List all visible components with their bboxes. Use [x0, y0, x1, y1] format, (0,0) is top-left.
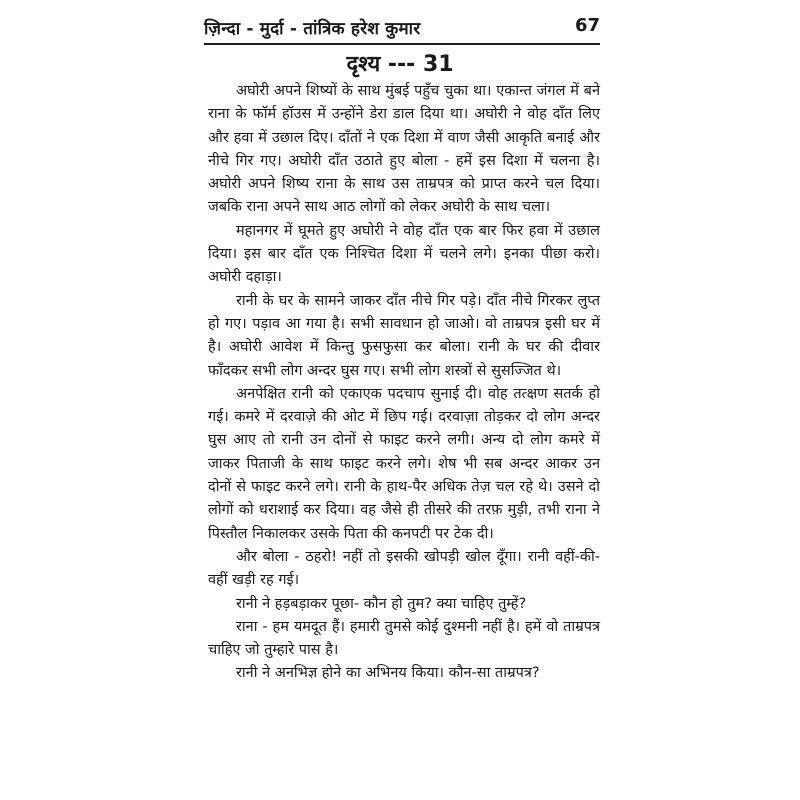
paragraph: अघोरी अपने शिष्यों के साथ मुंबई पहुँच चुका था। एकान्त जंगल में बने राना के फॉर्म हॉउस में उन्होंने डेरा डाल दिया था। अघोरी ने वोह दाँत लिए और हवा में उछाल दिए। दाँतों ने एक दिशा में वाण जैसी आकृति बनाई और नीचे गिर गए। अघोरी दाँत उठाते हुए बोला - हमें इस दिशा में चलना है। अघोरी अपने शिष्य राना के साथ उस ताम्रपत्र को प्राप्त करने चल दिया। जबकि राना अपने साथ आठ लोगों को लेकर अघोरी के साथ चला।: [208, 83, 600, 216]
running-header: [204, 12, 600, 44]
paragraph: रानी ने अनभिज्ञ होने का अभिनय किया। कौन-सा ताम्रपत्र?: [236, 665, 540, 682]
paragraph: अनपेक्षित रानी को एकाएक पदचाप सुनाई दी। वोह तत्क्षण सतर्क हो गई। कमरे में दरवाज़े की ओट में छिप गई। दरवाज़ा तोड़कर दो लोग अन्दर घुस आए तो रानी उन दोनों से फाइट करने लगी। अन्य दो लोग कमरे में जाकर पिताजी के साथ फाइट करने लगे। शेष भी सब अन्दर आकर उन दोनों से फाइट करने लगे। रानी के हाथ-पैर अधिक तेज़ चल रहे थे। उसने दो लोगों को धराशाई कर दिया। वह जैसे ही तीसरे की तरफ़ मुड़ी, तभी राना ने पिस्तौल निकालकर उसके पिता की कनपटी पर टेक दी।: [208, 385, 600, 542]
paragraph: महानगर में घूमते हुए अघोरी ने वोह दाँत एक बार फिर हवा में उछाल दिया। इस बार दाँत एक निश्चित दिशा में चलने लगे। इनका पीछा करो। अघोरी दहाड़ा।: [208, 222, 600, 286]
paragraph: रानी के घर के सामने जाकर दाँत नीचे गिर पड़े। दाँत नीचे गिरकर लुप्त हो गए। पड़ाव आ गया है। सभी सावधान हो जाओ। वो ताम्रपत्र इसी घर में है। अघोरी आवेश में किन्तु फुसफुसा कर बोला। रानी के घर की दीवार फाँदकर सभी लोग अन्दर घुस गए। सभी लोग शस्त्रों से सुसज्जित थे।: [208, 292, 600, 379]
header-rule: [204, 43, 600, 45]
scene-title: दृश्य --- 31: [346, 52, 454, 77]
paragraph: और बोला - ठहरो! नहीं तो इसकी खोपड़ी खोल दूँगा। रानी वहीं-की-वहीं खड़ी रह गई।: [208, 548, 600, 589]
running-title: ज़िन्दा - मुर्दा - तांत्रिक हरेश कुमार: [204, 19, 421, 39]
paragraph: रानी ने हड़बड़ाकर पूछा- कौन हो तुम? क्या चाहिए तुम्हें?: [236, 595, 527, 612]
body-text: [208, 80, 600, 686]
page-number: 67: [574, 15, 600, 36]
paragraph: राना - हम यमदूत हैं। हमारी तुमसे कोई दुश्मनी नहीं है। हमें वो ताम्रपत्र चाहिए जो तुम्हारे पास है।: [208, 618, 600, 659]
